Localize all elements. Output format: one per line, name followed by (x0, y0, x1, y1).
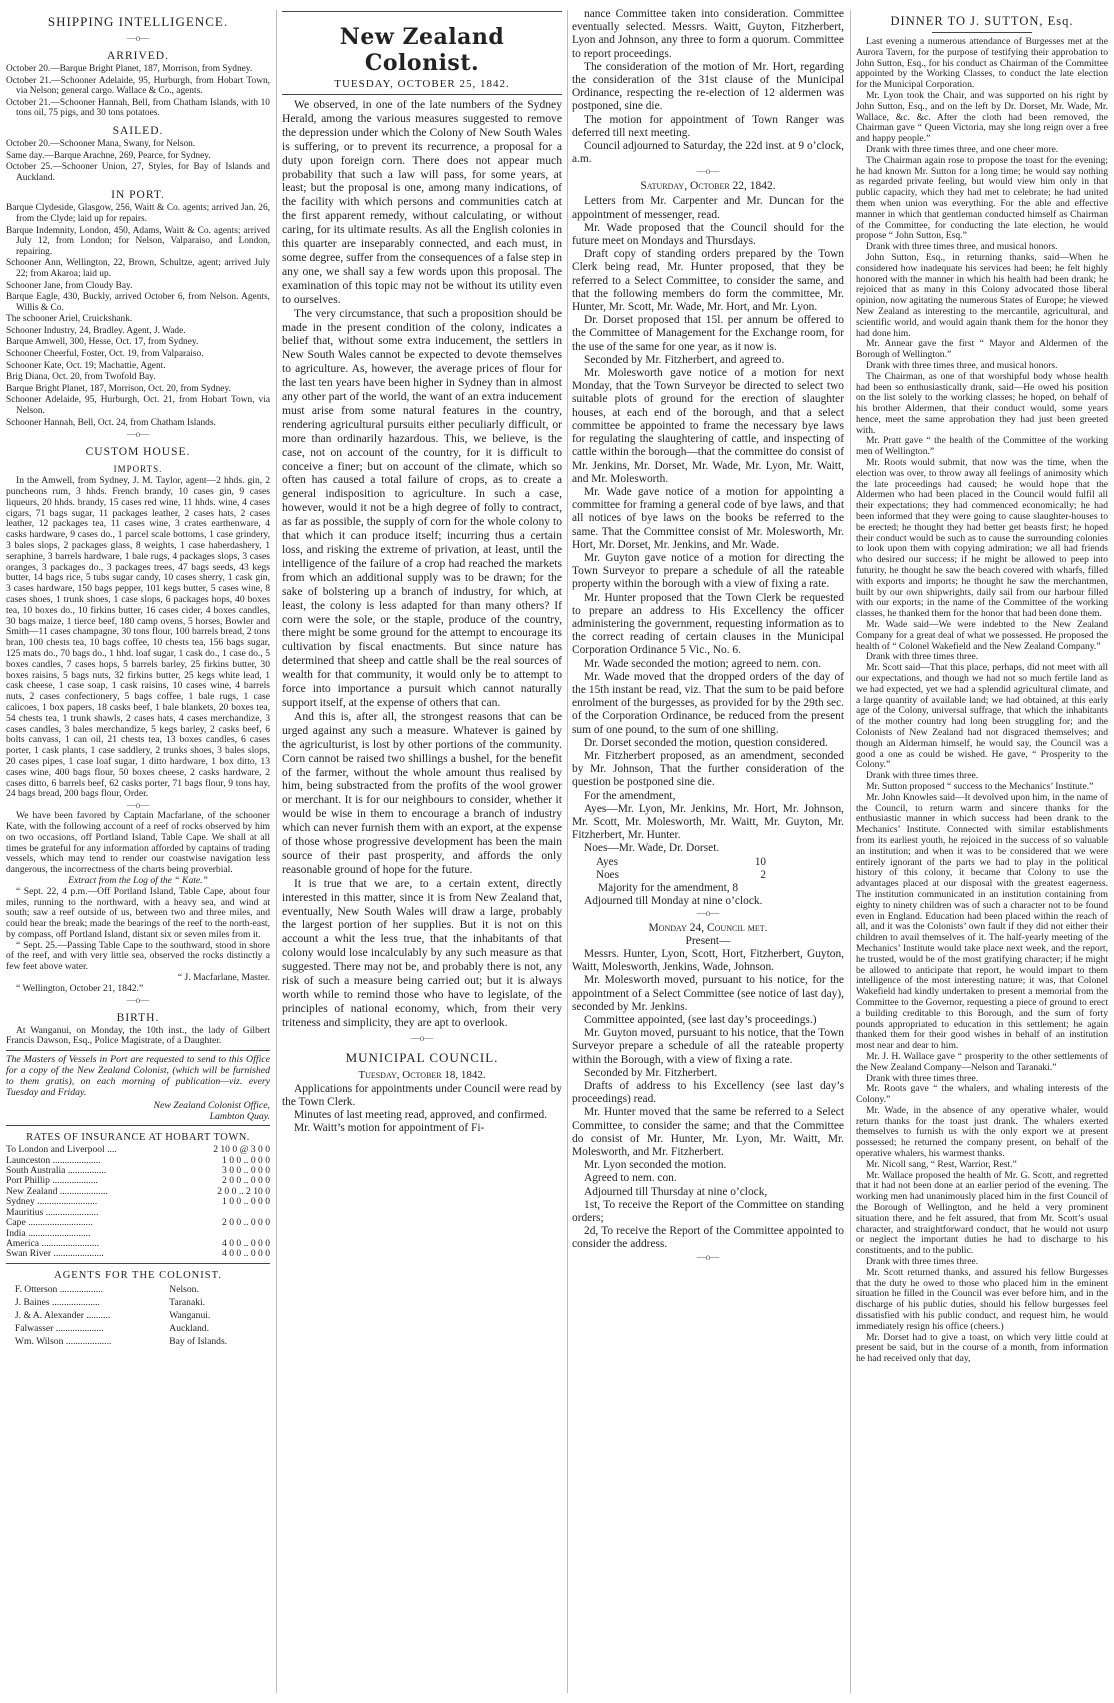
report-paragraph: Mr. Wade, in the absence of any operative whaler, would return thanks for the toast just drank. The whalers exerted themselves to furnish us with the only export we at present possessed; he returned the company present, on behalf of the operative whalers, his warmest thanks. (856, 1104, 1108, 1160)
vote-tally (572, 856, 844, 882)
minutes-paragraph: Adjourned till Thursday at nine o’clock, (584, 1185, 768, 1198)
agent-name: F. Otterson .................. (14, 1283, 103, 1295)
report-paragraph: Mr. Wade said—We were indebted to the New Zealand Company for a great deal of what we possessed. He proposed the health of “ Colonel Wakefield and the New Zealand Company.” (856, 619, 1108, 652)
column-dinner-report (856, 8, 1108, 1695)
rate-place: New Zealand .................... (6, 1185, 108, 1197)
minutes-paragraph: Mr. Hunter moved that the same be referred to a Select Committee, to consider the same; and that the Committee do consist of Mr. Hunter, Mr. Lyon, Mr. Waitt, Mr. Molesworth, and Mr. Fitzherbert. (572, 1106, 844, 1159)
minutes-paragraph: Mr. Wade proposed that the Council should for the future meet on Mondays and Thursdays. (572, 221, 844, 248)
minutes-paragraph: Mr. Wade moved that the dropped orders of the day of the 15th instant be read, viz. That the sum to be paid before enrolment of the burgesses, as provided for by the 29th sec. of the Corporation Ordinance, be reduced from the present sum of one pound, to the sum of one shilling. (572, 670, 844, 736)
minutes-paragraph: Mr. Wade seconded the motion; agreed to nem. con. (584, 657, 822, 670)
sailed-entry: Same day.—Barque Arachne, 269, Pearce, for Sydney. (6, 150, 211, 161)
minutes-paragraph: Council adjourned to Saturday, the 22d inst. at 9 o’clock, a.m. (572, 140, 844, 166)
arrived-entry: October 21.—Schooner Adelaide, 95, Hurburgh, from Hobart Town, via Nelson; general cargo. Wallace & Co., agents. (6, 75, 270, 97)
divider (932, 32, 1033, 33)
notice-signature: New Zealand Colonist Office, (153, 1100, 270, 1112)
in-port-entry: The schooner Ariel, Cruickshank. (6, 314, 133, 325)
report-paragraph: The Chairman, as one of that worshipful body whose health had been so enthusiastically drank, said—He owed his position on the list solely to the working classes; he hoped, on behalf of his brother Aldermen, that their conduct would, some years hence, meet the same approbation they had just been greeted with. (856, 370, 1108, 436)
report-paragraph: Mr. Pratt gave “ the health of the Committee of the working men of Wellington.” (856, 435, 1108, 458)
minutes-paragraph: Committee appointed, (see last day’s proceedings.) (584, 1014, 817, 1027)
in-port-entry: Barque Bright Planet, 187, Morrison, Oct. 20, from Sydney. (6, 383, 231, 394)
minutes-paragraph: Letters from Mr. Carpenter and Mr. Duncan for the appointment of messenger, read. (572, 195, 844, 221)
rate-place: India .......................... (6, 1227, 91, 1239)
rate-place: Cape ........................... (6, 1217, 93, 1229)
separator: —o— (696, 1251, 720, 1262)
divider (6, 1263, 270, 1264)
subsection-title-custom-house: CUSTOM HOUSE. (85, 446, 191, 459)
table-row (6, 1249, 270, 1259)
rate-value: 2 0 0 .. 0 0 0 (222, 1217, 270, 1229)
report-paragraph: Mr. Scott said—That this place, perhaps, did not meet with all our expectations, and though we had not so much fertile land as we had expected, yet we had a splendid agricultural climate, and a large quantity of available land; we had obtained, at this early age of the Colony, universal suffrage, that which the inhabitants of the mother country had long been struggling for; and the Colonists of New Zealand had not disgraced themselves; and though an Alderman himself, he would say, the Council was a good a one as could be wished. He gave, “ Prosperity to the Colony.” (856, 662, 1108, 771)
sailed-entry: October 20.—Schooner Mana, Swany, for Nelson. (6, 138, 196, 149)
minutes-paragraph: Mr. Guyton gave notice of a motion for directing the Town Surveyor to prepare a schedule of all the rateable property within the borough with a view of fixing a rate. (572, 551, 844, 591)
log-entry: “ Sept. 22, 4 p.m.—Off Portland Island, Table Cape, about four miles, running to the northward, with a heavy sea, and wind at south; saw a reef outside of us, between two and three miles, and could hear the break; made the bearings of the reef to the north-east, by compass, off Portland Island, distant six or seven miles from it. (6, 885, 270, 940)
minutes-paragraph: Drafts of address to his Excellency (see last day’s proceedings) read. (572, 1080, 844, 1106)
report-paragraph: John Sutton, Esq., in returning thanks, said—When he considered how inadequate his services had been; he felt highly honored with the manner in which his health had been drank; he rejoiced that as many in this Colony advocated those liberal opinion, now agitating the numerous States of Europe; he viewed New Zealand as interesting to the mercantile, agricultural, and scientific world, and would again thank them for the honor they had done him. (856, 251, 1108, 339)
column-rule (850, 10, 851, 1693)
agent-place: Bay of Islands. (169, 1335, 228, 1347)
rate-place: Mauritius ...................... (6, 1206, 99, 1218)
minutes-paragraph: For the amendment, (584, 789, 676, 802)
divider (282, 94, 562, 95)
report-paragraph: Mr. Sutton proposed “ success to the Mechanics’ Institute.” (866, 780, 1094, 792)
insurance-rates-table (6, 1145, 270, 1259)
in-port-entry: Barque Clydeside, Glasgow, 256, Waitt & Co. agents; arrived Jan. 26, from the Clyde; laid up for repairs. (6, 203, 270, 224)
report-paragraph: Mr. Scott returned thanks, and assured his fellow Burgesses that the duty he owed to those who placed him in the eminent situation he filled in the Council was ever before him, and in the discharge of his public duties, should his fellow burgesses feel dissatisfied with his public conduct, and request him, he would immediately resign his office (cheers.) (856, 1266, 1108, 1332)
vote-label: Noes (596, 868, 619, 881)
separator: —o— (126, 33, 150, 43)
minutes-paragraph: 1st, To receive the Report of the Committee on standing orders; (572, 1198, 844, 1225)
sailed-entry: October 25.—Schooner Union, 27, Styles, for Bay of Islands and Auckland. (6, 162, 270, 183)
minutes-paragraph: Agreed to nem. con. (584, 1172, 677, 1185)
birth-notice: At Wanganui, on Monday, the 10th inst., the lady of Gilbert Francis Dawson, Esq., Police Magistrate, of a Daughter. (6, 1024, 270, 1047)
agents-title: AGENTS FOR THE COLONIST. (54, 1269, 222, 1281)
section-title-municipal-council: MUNICIPAL COUNCIL. (345, 1049, 499, 1065)
separator: —o— (696, 166, 720, 177)
log-signature-date: “ Wellington, October 21, 1842.” (16, 982, 144, 994)
arrived-entry: October 20.—Barque Bright Planet, 187, Morrison, from Sydney. (6, 64, 253, 74)
report-paragraph: Mr. Nicoll sang, “ Rest, Warrior, Rest.” (866, 1158, 1017, 1170)
subsection-title-arrived: ARRIVED. (107, 50, 169, 62)
meeting-date: Monday 24, Council met. (648, 922, 768, 934)
vote-row (572, 856, 766, 869)
in-port-entry: Schooner Kate, Oct. 19; Machattie, Agent. (6, 360, 166, 371)
vote-count: 10 (754, 855, 766, 868)
rate-place: Launceston .................... (6, 1154, 101, 1166)
minutes-paragraph: Seconded by Mr. Fitzherbert. (584, 1066, 718, 1079)
report-paragraph: Drank with three times three, and musical honors. (866, 241, 1058, 253)
agent-place: Auckland. (169, 1322, 209, 1334)
minutes-paragraph: Seconded by Mr. Fitzherbert, and agreed to. (584, 353, 785, 366)
minutes-paragraph: Mr. Fitzherbert proposed, as an amendment, seconded by Mr. Johnson, That the further consideration of the question be postponed sine die. (572, 749, 844, 789)
report-paragraph: The Chairman again rose to propose the toast for the evening; he had known Mr. Sutton for a long time; he would say nothing as regarded private feeling, but would view him only in that public capacity, which they had met to celebrate; he had united them when union was everything. For the able and effective manner in which that gentleman conducted himself as Chairman of the Committee, for conducting the late election, he would propose “ John Sutton, Esq.” (856, 154, 1108, 242)
in-port-entry: Schooner Hannah, Bell, Oct. 24, from Chatham Islands. (6, 417, 216, 428)
divider (6, 1125, 270, 1126)
log-signature: “ J. Macfarlane, Master. (177, 972, 270, 984)
in-port-entry: Barque Indemnity, London, 450, Adams, Waitt & Co. agents; arrived July 12, from London; for Nelson, Valparaiso, and London, repairing. (6, 225, 270, 257)
minutes-paragraph: Ayes—Mr. Lyon, Mr. Jenkins, Mr. Hort, Mr. Johnson, Mr. Scott, Mr. Molesworth, Mr. Waitt, Mr. Guyton, Mr. Fitzherbert, Mr. Hunter. (572, 802, 844, 842)
agent-name: Falwasser .................... (14, 1322, 104, 1334)
minutes-paragraph: Dr. Dorset seconded the motion, question considered. (584, 736, 828, 749)
rate-place: To London and Liverpool .... (6, 1144, 117, 1156)
report-paragraph: Drank with three times three. (866, 651, 979, 663)
separator: —o— (410, 1032, 434, 1043)
section-title-shipping: SHIPPING INTELLIGENCE. (47, 14, 229, 29)
editorial-paragraph: The very circumstance, that such a proposition should be made in the present condition of the colony, indicates a belief that, without some extra inducement, the settlers in New South Wales cannot be expected to devote themselves to agriculture. As, however, the average prices of flour for the last ten years have been higher in Sydney than in almost any other part of the world, the want of an extra inducement must arise from some natural features in the country, rendering agricultural pursuits either peculiarly difficult, or more than ordinarily hazardous. This, we believe, is the case, not on account of the country, for it is difficult to conceive a finer; but on account of the climate, which so often has caused a total failure of crops, as to create a general indisposition to agriculture. In such a case, however, would it not be a high degree of folly to contract, as far as possible, the supply of corn for the whole colony to that which it can produce itself; incurring thus a certain loss, and risking the extreme of privation, at least, until the intelligence of the failure of a crop had reached the markets from which an additional supply was to be drawn; for the sake of bolstering up a branch of industry, for which, at least, the colony is less adapted for than many others? If corn were the sole, or the staple, produce of the country, there might be some ground for the attempt to encourage its cultivation by fiscal enactments. But since nature has determined that sheep and cattle shall be the real sources of wealth for that community, it would only be to attempt to force into importance a pursuit which cannot naturally support itself, at the expense of others that can. (282, 306, 562, 709)
minutes-paragraph: Messrs. Hunter, Lyon, Scott, Hort, Fitzherbert, Guyton, Waitt, Molesworth, Jenkins, Wade, Johnson. (572, 948, 844, 974)
separator: —o— (696, 908, 720, 918)
vote-count: 2 (760, 868, 766, 881)
divider (6, 1050, 270, 1051)
vote-majority: Majority for the amendment, 8 (598, 881, 739, 894)
report-paragraph: Mr. Roots gave “ the whalers, and whaling interests of the Colony.” (856, 1083, 1108, 1106)
minutes-paragraph: nance Committee taken into consideration. Committee eventually selected. Messrs. Waitt, Guyton, Fitzherbert, Lyon and Johnson, any three to form a quorum. Committee to report proceedings. (572, 8, 844, 60)
rate-value: 4 0 0 .. 0 0 0 (222, 1237, 270, 1249)
rate-place: South Australia ................ (6, 1165, 107, 1177)
rate-value: 1 0 0 .. 0 0 0 (222, 1196, 270, 1208)
table-row (6, 1218, 270, 1228)
rate-value: 1 0 0 .. 0 0 0 (222, 1154, 270, 1166)
report-paragraph: Drank with three times three. (866, 1256, 979, 1268)
minutes-paragraph: Mr. Guyton moved, pursuant to his notice, that the Town Surveyor prepare a schedule of all the rateable property within the Borough, with a view of fixing a rate. (572, 1027, 844, 1066)
table-row (14, 1296, 262, 1309)
report-paragraph: Drank with three times three, and one cheer more. (866, 143, 1059, 155)
report-paragraph: Mr. Annear gave the first “ Mayor and Aldermen of the Borough of Wellington.” (856, 338, 1108, 361)
table-row (14, 1309, 262, 1322)
minutes-paragraph: Minutes of last meeting read, approved, and confirmed. (294, 1109, 548, 1122)
subsection-title-imports: IMPORTS. (113, 464, 163, 475)
minutes-paragraph: Mr. Molesworth moved, pursuant to his notice, for the appointment of a Select Committee (see notice of last day), seconded by Mr. Jenkins. (572, 974, 844, 1013)
separator: —o— (126, 994, 150, 1005)
report-paragraph: Drank with three times three, and musical honors. (866, 359, 1058, 371)
editorial-paragraph: We observed, in one of the late numbers of the Sydney Herald, among the various measures suggested to remove the depression under which the Colony of New South Wales is suffering, or to prevent its recurrence, a proposal for a duty upon foreign corn. There does not appear much probability that such a law will pass, for some years, at least; but the proposal is one, among many indications, of the facility with which persons and communities catch at the first apparent remedy, without calculating, or without caring, for its ultimate results. As all the English colonies in this quarter are inseparably connected, and each must, in some degree, suffer from the consequences of a false step in any one, we shall say a few words upon this proposal. The examination of this topic may not be without its utility even to ourselves. (282, 98, 562, 306)
agent-name: J. & A. Alexander .......... (14, 1309, 111, 1321)
report-paragraph: Mr. J. H. Wallace gave “ prosperity to the other settlements of the New Zealand Company—Nelson and Taranaki.” (856, 1050, 1108, 1073)
minutes-paragraph: Dr. Dorset proposed that 15l. per annum be offered to the Committee of Management for the Exchange room, for the use of the same for one year, as it now is. (572, 314, 844, 353)
separator: —o— (126, 429, 150, 440)
minutes-paragraph: The consideration of the motion of Mr. Hort, regarding the consideration of the 31st clause of the Municipal Ordinance, respecting the re-election of 12 aldermen was postponed, sine die. (572, 60, 844, 113)
minutes-paragraph: Applications for appointments under Council were read by the Town Clerk. (282, 1082, 562, 1108)
masthead: New Zealand Colonist. (339, 24, 505, 76)
in-port-entry: Barque Eagle, 430, Buckly, arrived October 6, from Nelson. Agents, Willis & Co. (6, 292, 270, 313)
adjournment: Adjourned till Monday at nine o’clock. (584, 894, 763, 907)
editorial-paragraph: And this is, after all, the strongest reasons that can be urged against any such a measure. Whatever is gained by the agriculturist, is lost by other portions of the community. Corn cannot be raised two shillings a bushel, for the benefit of the farmer, without the whole amount thus realised by him, being substracted from the profits of the wool grower or merchant. It is for our neighbours to consider, whether it would be wise in them to encourage a branch of industry which can never furnish them with an export, at the expense of those whose progressive development has been the main source of their past prosperity, and affords the only reasonable ground of hope for the future. (282, 709, 562, 876)
column-rule (567, 10, 568, 1693)
agent-place: Taranaki. (169, 1296, 206, 1308)
minutes-paragraph: Mr. Molesworth gave notice of a motion for next Monday, that the Town Surveyor be directed to select two suitable plots of ground for the erection of slaughter houses, at each end of the borough, and that a select committee be appointed to frame the necessary bye laws for regulating the slaughtering of cattle, and inspecting of cattle within the borough—that the committee do consist of Mr. Jenkins, Mr. Dorset, Mr. Wade, Mr. Lyon, Mr. Waitt, and Mr. Molesworth. (572, 367, 844, 485)
rate-value: 3 0 0 .. 0 0 0 (222, 1165, 270, 1177)
report-paragraph: Drank with three times three. (866, 770, 979, 782)
editorial-paragraph: It is true that we are, to a certain extent, directly interested in this matter, since it is from New Zealand that, eventually, New South Wales will draw a large, probably the largest portion of her supplies. But it is not on this account a whit the less true, that the inhabitants of that colony would lose incalculably by any such measure as that suggested. There may not be, and probably there is not, any risk of such a measure being carried out; but it is always worth while to remind those who have to legislate, of the principles of national economy, which, from their very triteness and simplicity, they are apt to overlook. (282, 876, 562, 1029)
agent-place: Nelson. (169, 1283, 199, 1295)
minutes-paragraph: Mr. Lyon seconded the motion. (584, 1159, 727, 1172)
table-row (14, 1335, 262, 1348)
in-port-entry: Schooner Cheerful, Foster, Oct. 19, from Valparaiso. (6, 349, 204, 360)
report-paragraph: Mr. Dorset had to give a toast, on which very little could at present be said, but in the course of a month, from information he had received only that day, (856, 1331, 1108, 1365)
in-port-entry: Schooner Adelaide, 95, Hurburgh, Oct. 21, from Hobart Town, via Nelson. (6, 395, 270, 417)
meeting-date: Tuesday, October 18, 1842. (358, 1068, 486, 1081)
log-entry: “ Sept. 25.—Passing Table Cape to the southward, stood in shore of the reef, and with very little sea, observed the rocks distinctly a few feet above water. (6, 939, 270, 973)
separator: —o— (126, 800, 150, 811)
in-port-entry: Brig Diana, Oct. 20, from Twofold Bay. (6, 372, 156, 383)
report-paragraph: Last evening a numerous attendance of Burgesses met at the Aurora Tavern, for the purpose of testifying their approbation to John Sutton, Esq., for his conduct as Chairman of the Committee appointed by the Working Classes, to conduct the late election for the Municipal Corporation. (856, 36, 1108, 91)
minutes-paragraph: The motion for appointment of Town Ranger was deferred till next meeting. (572, 113, 844, 139)
rates-title: RATES OF INSURANCE AT HOBART TOWN. (26, 1132, 250, 1144)
table-row (14, 1322, 262, 1335)
subsection-title-sailed: SAILED. (112, 124, 164, 137)
arrived-entry: October 21.—Schooner Hannah, Bell, from Chatham Islands, with 10 tons oil, 75 pigs, and 30 tons potatoes. (6, 97, 270, 119)
table-row (14, 1283, 262, 1296)
dateline: TUESDAY, OCTOBER 25, 1842. (334, 78, 510, 90)
report-paragraph: Drank with three times three. (866, 1072, 979, 1084)
report-paragraph: Mr. Lyon took the Chair, and was supported on his right by John Sutton, Esq., and on the left by Dr. Dorset, Mr. Wade, Mr. Wallace, &c. &c. After the cloth had been removed, the Chairman gave “ Queen Victoria, may she long reign over a free and happy people.” (856, 89, 1108, 145)
divider (282, 11, 562, 12)
in-port-entry: Schooner Jane, from Cloudy Bay. (6, 280, 133, 291)
minutes-paragraph: Noes—Mr. Wade, Dr. Dorset. (584, 842, 720, 855)
minutes-paragraph: Draft copy of standing orders prepared by the Town Clerk being read, Mr. Hunter proposed, that they be referred to a Select Committee, to consider the same, and that the following members do form the committee, Mr. Hunter, Mr. Scott, Mr. Wade, Mr. Hort, and Mr. Lyon. (572, 248, 844, 314)
vote-row (572, 869, 766, 882)
column-rule (276, 10, 277, 1693)
rate-value: 2 0 0 .. 0 0 0 (222, 1175, 270, 1187)
in-port-entry: Schooner Ann, Wellington, 22, Brown, Schultze, agent; arrived July 22; from Akaroa; laid up. (6, 258, 270, 279)
agent-name: Wm. Wilson ................... (14, 1335, 112, 1347)
report-paragraph: Mr. John Knowles said—It devolved upon him, in the name of the Council, to return warm and sincere thanks for the enthusiastic manner in which success had been drank to the Mechanics’ Institute. Connected with similar establishments from its earliest youth, he rejoiced in the success of so valuable an institution; and when it was to be considered that we were entirely ignorant of the parts we had to play in the political history of this colony, it became that Colony to use the advantages placed at our disposal with the greatest eagerness. The institution communicated in an institution containing from eighty to ninety children was of such a character not to be found even in England. Education had been placed within the reach of all, and it was the Colonists’ own fault if they did not either their children to avail themselves of it. The half-yearly meeting of the Mechanics’ Institute would take place next week, and the report, he trusted, would be of the most gratifying character; if he might be allowed to anticipate that report, he would impart to them intelligence of the most interesting nature; it was, that Colonel Wakefield had kindly undertaken to present a memorial from the Committee to the Governor, requesting a piece of ground to erect a building creditable to this Borough, and the sum of forty pounds appropriated to education in this settlement; he again thanked them for their good wishes in behalf of an institution most near and dear to him. (856, 791, 1108, 1052)
masters-notice: The Masters of Vessels in Port are requested to send to this Office for a copy of the New Zealand Colonist, (which will be furnished to them gratis), on each morning of publication—viz. every Tuesday and Friday. (6, 1054, 270, 1099)
subsection-title-birth: BIRTH. (116, 1011, 160, 1024)
notice-signature: Lambton Quay. (209, 1111, 270, 1123)
rate-place: Port Phillip ................... (6, 1175, 98, 1187)
rate-place: Sydney ......................... (6, 1196, 98, 1208)
agents-table (14, 1283, 262, 1348)
report-paragraph: Mr. Roots would submit, that now was the time, when the election was over, to throw away all feelings of animosity which the late proceedings had caused; he would hope that the Aldermen who had been placed in the Council would fulfil all their expectations; they had commenced economically; he had been informed that they were going to cause slaughter-houses to be erected; he thought they had better get beasts first; he hoped their conduct would be such as to cause the surrounding colonies to look upon them with copying admiration; we all had friends who desired our success; if he might be allowed to peep into futurity, he thought he saw the beach covered with wharfs, filled with exports and imports; he thought he saw the merchantmen, built by our own shipwrights, daily sail from our harbour filled with our exports; in the name of the Committee of the working classes, he thanked them for the honor that had been done them. (856, 457, 1108, 620)
rate-place: Swan River ..................... (6, 1248, 104, 1260)
minutes-paragraph: Mr. Wade gave notice of a motion for appointing a committee for framing a general code of bye laws, and that all notices of bye laws on the books be referred to the same. That the Committee consist of Mr. Molesworth, Mr. Hort, Mr. Dorset, Mr. Jenkins, and Mr. Wade. (572, 485, 844, 551)
meeting-date: Saturday, October 22, 1842. (640, 180, 776, 193)
minutes-paragraph: Mr. Waitt’s motion for appointment of Fi- (294, 1122, 485, 1135)
in-port-entry: Barque Amwell, 300, Hesse, Oct. 17, from Sydney. (6, 337, 199, 348)
in-port-entry: Schooner Industry, 24, Bradley. Agent, J. Wade. (6, 325, 186, 336)
agent-name: J. Baines .................... (14, 1296, 100, 1308)
rate-place: America ........................ (6, 1237, 99, 1249)
column-municipal-council (572, 8, 844, 1695)
column-shipping (6, 8, 270, 1695)
rate-value: 2 0 0 .. 2 10 0 (217, 1185, 270, 1197)
subsection-title-in-port: IN PORT. (111, 189, 165, 202)
imports-list: In the Amwell, from Sydney, J. M. Taylor, agent—2 hhds. gin, 2 puncheons rum, 3 hhds. French brandy, 10 cases gin, 9 cases liqueurs, 20 hhds. brandy, 15 cases red wine, 11 hhds. wine, 4 cases cigars, 71 bags sugar, 11 packages leather, 2 cases hats, 2 cases leather, 12 packages tea, 11 cases wine, 3 crates earthenware, 4 casks hardware, 9 cases do., 1 parcel scale bottoms, 1 case grindery, 3 bales slops, 2 packages glass, 8 weights, 1 case haberdashery, 1 seraphine, 3 barrels hardware, 1 bale rugs, 4 packages slops, 3 cases oranges, 3 packages do., 3 packages trees, 47 bags seeds, 43 kegs butter, 14 bags rice, 5 tubs sugar candy, 10 cases sherry, 1 cask gin, 3 cases hardware, 150 bags pepper, 101 kegs butter, 5 cases wine, 8 cases shoes, 1 trunk shoes, 1 case slops, 6 packages hops, 40 boxes tea, 10 boxes do., 10 firkins butter, 16 cases cider, 4 boxes candles, 30 bags maize, 1 tierce beef, 180 camp ovens, 5 horses, Bowler and Smith—11 cases champagne, 30 tons flour, 100 barrels bread, 2 tons bran, 100 chests tea, 10 bags coffee, 10 chests tea, 156 bags sugar, 125 mats do., 70 bags do., 1 hhd. loaf sugar, 1 cask do., 1 case do., 5 boxes candles, 7 cases hops, 5 barrels barley, 25 firkins butter, 30 boxes raisins, 5 bags nuts, 32 firkins butter, 25 kegs white lead, 1 cask cheese, 1 case soap, 1 cask raisins, 10 cases wine, 4 barrels nuts, 2 cases confectionery, 5 bags coffee, 1 bale rugs, 1 case calicoes, 1 box papers, 18 casks beef, 1 bale blankets, 20 boxes tea, 54 chests tea, 1 trunk shawls, 2 cases hats, 4 cases merchandize, 3 cases candles, 3 bales merchandize, 5 kegs barley, 2 casks beef, 6 bolts canvass, 1 can oil, 21 chests tea, 13 boxes candles, 6 cases porter, 1 cask plants, 1 case saddlery, 2 trunks shoes, 3 bales slops, 20 cases pipes, 1 case loaf sugar, 1 ditto hardware, 1 box ditto, 13 cases wine, 400 bags flour, 50 boxes cheese, 2 casks hardware, 2 cases ditto, 6 barrels beef, 62 casks porter, 71 bags flour, 9 tons hay, 24 bags bread, 200 bags flour, Order. (6, 475, 270, 800)
section-title-dinner: DINNER TO J. SUTTON, Esq. (890, 14, 1074, 28)
rate-value: 4 0 0 .. 0 0 0 (222, 1248, 270, 1260)
vote-label: Ayes (596, 855, 618, 868)
report-paragraph: Mr. Wallace proposed the health of Mr. G. Scott, and regretted that it had not been done at an earlier period of the evening. The working men had unanimously placed him in the first Council of the Borough of Wellington, and he held a very prominent situation there, and he felt assured, that from Mr. Scott’s usual character, and straightforward conduct, that he would not usurp or neglect the important duties he had to discharge to his constituents, and to the public. (856, 1169, 1108, 1257)
reef-report-paragraph: We have been favored by Captain Macfarlane, of the schooner Kate, with the following account of a reef of rocks observed by him on two occasions, off Portland Island, Table Cape. We shall at all times be grateful for any information afforded by captains of trading vessels, which may tend to render our coastwise navigation less dangerous, the incorrectness of the charts being proverbial. (6, 810, 270, 876)
agent-place: Wanganui. (169, 1309, 211, 1321)
minutes-paragraph: Mr. Hunter proposed that the Town Clerk be requested to prepare an address to His Excellency the officer administering the government, requesting information as to the correct reading of certain clauses in the Municipal Corporation Ordinance 5 Vic., No. 6. (572, 591, 844, 657)
column-editorial (282, 8, 562, 1695)
present-label: Present— (685, 935, 731, 947)
log-extract-title: Extract from the Log of the “ Kate.” (68, 874, 208, 886)
rate-value: 2 10 0 @ 3 0 0 (213, 1144, 270, 1156)
minutes-paragraph: 2d, To receive the Report of the Committee appointed to consider the address. (572, 1225, 844, 1251)
